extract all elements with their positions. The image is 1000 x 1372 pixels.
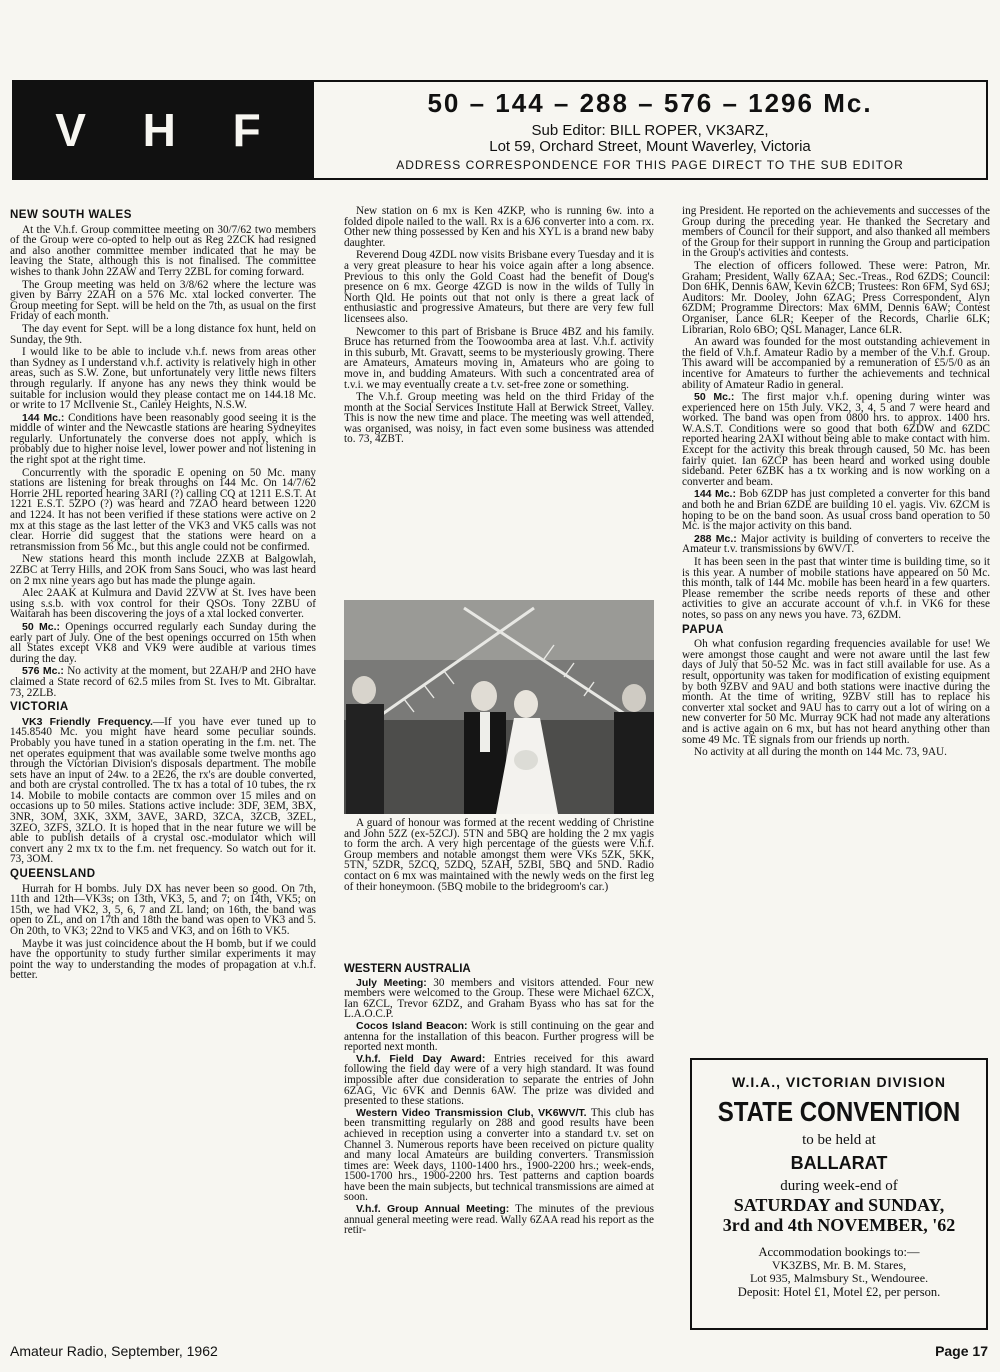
- convention-notice: [690, 1058, 988, 1330]
- band-label: 288 Mc.:: [694, 532, 737, 545]
- section-title: V H F: [14, 82, 314, 178]
- qld-para: Newcomer to this part of Brisbane is Bruce 4BZ and his family. Bruce has returned from the Toowoomba area at last. V.h.f. activity in this suburb, Mt. Gravatt, seems to be mysteriously growing. There are Amateurs, Amateurs moving in, Amateurs who are going to move in, and budding Amateurs. With such a concentrated area of t.v.i. we may eventually create a t.v. set-free zone or something.: [344, 325, 654, 391]
- qld-para: The V.h.f. Group meeting was held on the third Friday of the month at the Social Services Institute Hall at Berwick Street, Valley. This is now the new time and place. The meeting was well attended, was organised, was noisy, in fact even some business was attended to. 73, 4ZBT.: [344, 391, 654, 446]
- notice-place: BALLARAT: [790, 1153, 888, 1173]
- notice-address: Lot 935, Malmsbury St., Wendouree.: [749, 1271, 929, 1285]
- wa-para: [344, 1021, 654, 1053]
- para-text: —If you have ever tuned up to 145.8540 Mc. you might have heard some peculiar sounds. Probably you have tuned in a station operating in the f.m. net. The net operates equipment that was available some twelve months ago through the Victorian Division's disposals department. The mobile sets have an input of 24w. to a 2E26, the rx's are double converted, and both are crystal controlled. The tx has a total of 10 tubes, the rx 14. Mobile to mobile contacts are common over 15 miles and on occasions up to 50 miles. Stations active include: 3DF, 3EM, 3BX, 3NR, 3OM, 3XK, 3XM, 3AVE, 3ARD, 3ZCA, 3ZCB, 3ZEL, 3ZEO, 3ZFS, 3ZLO. It is hoped that in the near future we will be able to publish details of a crystal osc.-modulator which will convert any 2 mx tx to the f.m. net frequency. So watch out for it. 73, 3OM.: [10, 715, 316, 866]
- editor-address: Lot 59, Orchard Street, Mount Waverley, Victoria: [489, 138, 811, 155]
- nsw-para: The Group meeting was held on 3/8/62 where the lecture was given by Barry 2ZAH on a 576 Mc. xtal locked converter. The Group meeting for Sept. will be held on the 7th, as usual on the first Friday of each month.: [10, 278, 316, 323]
- notice-title: STATE CONVENTION: [717, 1096, 961, 1127]
- nsw-para: Concurrently with the sporadic E opening on 50 Mc. many stations are listening for break throughs on 144 Mc. On 14/7/62 Horrie 2HL reported hearing 3ARI (?) calling CQ at 1211 E.S.T. At 1221 E.S.T. 5ZPO (?) was heard and 7ZAO heard between 1220 and 1224. It has not been verified if these stations were active on 2 mx at this stage as the last letter of the VK3 and VK5 calls was not clear. Horrie did suggest that the stations were heard on a retransmission from 56 Mc., but this angle could not be confirmed.: [10, 466, 316, 553]
- nsw-para: The day event for Sept. will be a long distance fox hunt, held on Sunday, the 9th.: [10, 322, 316, 346]
- vic-heading: VICTORIA: [10, 701, 69, 714]
- wa-para: [682, 534, 990, 555]
- column-2-wa: [344, 964, 654, 1237]
- footer-page-number: Page 17: [935, 1343, 988, 1359]
- column-3: [682, 206, 990, 760]
- wa-para: It has been seen in the past that winter time is building time, so it is this year. A number of mobile stations have appeared on 50 Mc. this month, talk of 144 Mc. mobile has been heard in a few quarters. Please remember the scribe needs reports of these and other activities to give an accurate account of v.h.f. in VK6 for these notes, so pass on any news you have. 73, 6ZDM.: [682, 556, 990, 621]
- caption-text: A guard of honour was formed at the recent wedding of Christine and John 5ZZ (ex-5ZCJ). 5TN and 5BQ are holding the 2 mx yagis to form the arch. A very high percentage of the guests were V.h.f. Group members and notable amongst them were VKs 5ZK, 5KK, 5TN, 5ZDR, 5ZCQ, 5ZDQ, 5ZAH, 5ZBI, 5BQ and 5ND. Radio contact on 6 mx was maintained with the newly weds on the first leg of their honeymoon. (5BQ mobile to the bridegroom's car.): [344, 817, 654, 893]
- subhead: V.h.f. Group Annual Meeting:: [356, 1203, 510, 1216]
- nsw-para: I would like to be able to include v.h.f. news from areas other than Sydney as I understand v.h.f. activity is relatively high in other areas, such as S.W. Zone, but unfortunately very little news filters through regularly. If anyone has any news they think would be suitable for inclusion would they please contact me on 144.18 Mc. or write to 17 McIlvenie St., Canley Heights, N.S.W.: [10, 346, 316, 412]
- photo-illustration: [344, 600, 654, 814]
- notice-contact: VK3ZBS, Mr. B. M. Stares,: [771, 1258, 907, 1272]
- para-text: Bob 6ZDP has just completed a converter for this band and both he and Brian 6ZDE are building 10 el. yagis. Viv. 6ZCM is hoping to be on the band soon. As usual cross band operation to 50 Mc. is the major activity on this band.: [682, 488, 991, 533]
- section-header: [12, 80, 988, 180]
- frequency-bands: 50 – 144 – 288 – 576 – 1296 Mc.: [427, 88, 873, 118]
- header-info: [314, 82, 986, 178]
- nsw-para: Alec 2AAK at Kulmura and David 2ZVW at St. Ives have been using s.s.b. with vox control for their QSOs. Tony 2ZBU of Waitarah has been discovering the joys of a xtal locked converter.: [10, 587, 316, 621]
- para-text: The first major v.h.f. opening during winter was experienced here on 15th July. VK2, 3, 4, 5 and 7 were heard and worked. The band was open from 0800 hrs. to approx. 1400 hrs. W.A.S.T. Conditions were so good that both 6ZDW and 6ZDC reported hearing 2AXI without being able to make contact with him. Except for the activity this break through caused, 50 Mc. has been fairly quiet. Ian 6ZCP has been heard and worked using double sideband. Peter 6ZBK has a tx working and is now working on a converter and beam.: [682, 391, 990, 488]
- wa-para: [682, 392, 990, 487]
- wa-para: [344, 1108, 654, 1203]
- para-text: No activity at the moment, but 2ZAH/P and 2HO have claimed a State record of 62.5 miles from St. Ives to Mt. Gibraltar. 73, 2ZLB.: [10, 665, 316, 699]
- wa-para: ing President. He reported on the achievements and successes of the Group during the preceding year. He thanked the Secretary and members of Council for their support, and also thanked all members of the Group for their support in running the Group and participation in the Group's activities and contests.: [682, 205, 990, 260]
- papua-heading: PAPUA: [682, 623, 724, 636]
- wa-para: [344, 1204, 654, 1236]
- band-label: 144 Mc.:: [694, 488, 736, 501]
- wa-para: An award was founded for the most outstanding achievement in the field of V.h.f. Amateur Radio by a member of the V.h.f. Group. This award will be accompanied by a remuneration of £5/5/0 as an incentive for Amateurs to further the achievements and technical ability of Amateur Radio in general.: [682, 336, 990, 391]
- band-label: 576 Mc.:: [22, 665, 64, 678]
- nsw-para: [10, 666, 316, 698]
- subhead: VK3 Friendly Frequency.: [22, 715, 153, 728]
- para-text: This club has been transmitting regularly on 288 and good results have been achieved in reception using a converter into a standard t.v. set on Channel 3. Numerous reports have been received on picture quality and many local Amateurs are building converters. Transmission times are: Week days, 1100-1400 hrs., 1900-2200 hrs.; week-ends, 1500-1700 hrs., 1900-2200 hrs. Test patterns and caption boards have been the main subjects, but technical transmissions are aimed at soon.: [344, 1106, 654, 1204]
- nsw-para: New stations heard this month include 2ZXB at Balgowlah, 2ZBC at Terry Hills, and 2OK from Sans Souci, who was last heard on 2 mx nine years ago but has made the plunge again.: [10, 553, 316, 587]
- qld-para: New station on 6 mx is Ken 4ZKP, who is running 6w. into a folded dipole nailed to the wall. Rx is a 6J6 converter into a com. rx. Other new thing possessed by Ken and his XYL is a brand new baby daughter.: [344, 205, 654, 249]
- qld-para: Maybe it was just coincidence about the H bomb, but if we could have the opportunity to study further similar experiments it may point the way to understanding the modes of propagation at v.h.f. better.: [10, 937, 316, 982]
- wedding-photo: [344, 600, 654, 814]
- notice-org: W.I.A., VICTORIAN DIVISION: [732, 1074, 946, 1090]
- papua-para: No activity at all during the month on 144 Mc. 73, 9AU.: [694, 746, 947, 759]
- notice-days: SATURDAY and SUNDAY,: [733, 1195, 945, 1215]
- wa-para: [344, 1054, 654, 1107]
- qld-heading: QUEENSLAND: [10, 868, 96, 881]
- subhead: V.h.f. Field Day Award:: [356, 1052, 486, 1065]
- nsw-heading: NEW SOUTH WALES: [10, 209, 132, 221]
- subhead: Western Video Transmission Club, VK6WV/T.: [356, 1106, 587, 1119]
- notice-deposit: Deposit: Hotel £1, Motel £2, per person.: [737, 1285, 941, 1299]
- para-text: Conditions have been reasonably good seeing it is the middle of winter and the Newcastle stations are hearing Sydneyites regularly. Unfortunately the converse does not apply, which is probably due to higher noise level, lower power and not listening in the right spot at the right time.: [10, 411, 317, 467]
- band-label: 50 Mc.:: [22, 620, 61, 633]
- footer-publication: Amateur Radio, September, 1962: [10, 1343, 218, 1359]
- nsw-para: [10, 622, 316, 664]
- wa-para: The election of officers followed. These were: Patron, Mr. Graham; President, Wally 6ZAA; Sec.-Treas., Rod 6ZDS; Council: Don 6HK, Dennis 6AW, Kevin 6ZCB; Trustees: Ron 6FM, Syd 6SJ; Auditors: Mr. Dooley, John 6ZAG; Press Correspondent, Alyn 6ZDM; Programme Directors: Max 6MM, Dennis 6AW; Contest Organiser, Lance 6LR; Keeper of the Records, Charlie 6LK; Librarian, Rolo 6BO; QSL Manager, Lance 6LR.: [682, 259, 990, 336]
- sub-editor: Sub Editor: BILL ROPER, VK3ARZ,: [531, 122, 769, 139]
- notice-held: to be held at: [802, 1132, 876, 1148]
- para-text: The minutes of the previous annual general meeting were read. Wally 6ZAA read his report as the retir-: [344, 1203, 654, 1237]
- nsw-para: [10, 413, 316, 466]
- vic-para: [10, 717, 316, 865]
- band-label: 144 Mc.:: [22, 411, 65, 424]
- band-label: 50 Mc.:: [694, 391, 735, 404]
- wa-para: [682, 489, 990, 531]
- para-text: Major activity is building of converters to receive the Amateur t.v. transmissions by 6WV/T.: [682, 532, 991, 556]
- photo-caption: [344, 818, 654, 892]
- subhead: July Meeting:: [356, 976, 427, 989]
- correspondence-note: ADDRESS CORRESPONDENCE FOR THIS PAGE DIRECT TO THE SUB EDITOR: [396, 158, 904, 172]
- wa-heading: WESTERN AUSTRALIA: [344, 963, 471, 975]
- qld-para: Reverend Doug 4ZDL now visits Brisbane every Tuesday and it is a very great pleasure to hear his voice again after a long absence. Previous to this only the Gold Coast had the benefit of Doug's presence on 6 mx. George 4ZGD is now in the wilds of Tully in North Qld. He points out that not only is there a great lack of enthusiastic and progressive Amateurs, but there are very few full licensees also.: [344, 249, 654, 325]
- para-text: Openings occurred regularly each Sunday during the early part of July. One of the best openings occurred on 15th when all States except VK8 and VK9 were audible at various times during the day.: [10, 620, 316, 665]
- para-text: Work is still continuing on the gear and antenna for the installation of this beacon. Further progress will be reported next month.: [344, 1019, 654, 1054]
- qld-para: Hurrah for H bombs. July DX has never been so good. On 7th, 11th and 12th—VK3s; on 13th, VK3, 5, and 7; on 14th, VK5; on 15th, we had VK2, 3, 5, 6, 7 and ZL land; on 16th, the band was open to ZL, and on 17th and 18th the band was open to VK3 and 5. On 20th, to VK3; 22nd to VK5 and VK3, and on 16th to VK5.: [10, 882, 316, 937]
- column-2: [344, 206, 654, 447]
- subhead: Cocos Island Beacon:: [356, 1019, 468, 1032]
- papua-para: Oh what confusion regarding frequencies available for use! We were amongst those caught and were not aware until the last few days of July that 50-52 Mc. was in fact still available for use. As a result, opportunity was taken for modification of existing equipment by both 9ZBV and 9AU and both stations were inactive during the month. At the time of writing, 9ZBV still has to replace his converter xtal socket and 9AU has to carry out a lot of wiring on a new converter for 50 Mc. Murray 9CK had not made any alterations and is active again on 6 mx, but has not heard anything other than some 49 Mc. TE signals from our friends up north.: [682, 638, 990, 746]
- para-text: Entries received for this award following the field day were of a very high standard. It was found impossible after due consideration to separate the entries of John 6ZAG, Vic 6VK and Dennis 6AW. The prize was divided and presented to these stations.: [344, 1052, 654, 1108]
- notice-bookings: Accommodation bookings to:—: [758, 1245, 920, 1259]
- notice-during: during week-end of: [780, 1178, 898, 1194]
- wa-para: [344, 978, 654, 1020]
- notice-dates: 3rd and 4th NOVEMBER, '62: [722, 1215, 956, 1235]
- column-1: [10, 206, 316, 983]
- nsw-para: At the V.h.f. Group committee meeting on 30/7/62 two members of the Group were co-opted to help out as Reg 2ZCK had resigned and also another committee member indicated that he may be leaving the State, although this is not finalised. The committee wishes to thank John 2ZAW and Terry 2ZBL for coming forward.: [10, 223, 316, 278]
- para-text: 30 members and visitors attended. Four new members were welcomed to the Group. These were Michael 6ZCX, Ian 6ZCL, Trevor 6ZDZ, and Graham Byass who has sat for the L.A.O.C.P.: [344, 976, 655, 1021]
